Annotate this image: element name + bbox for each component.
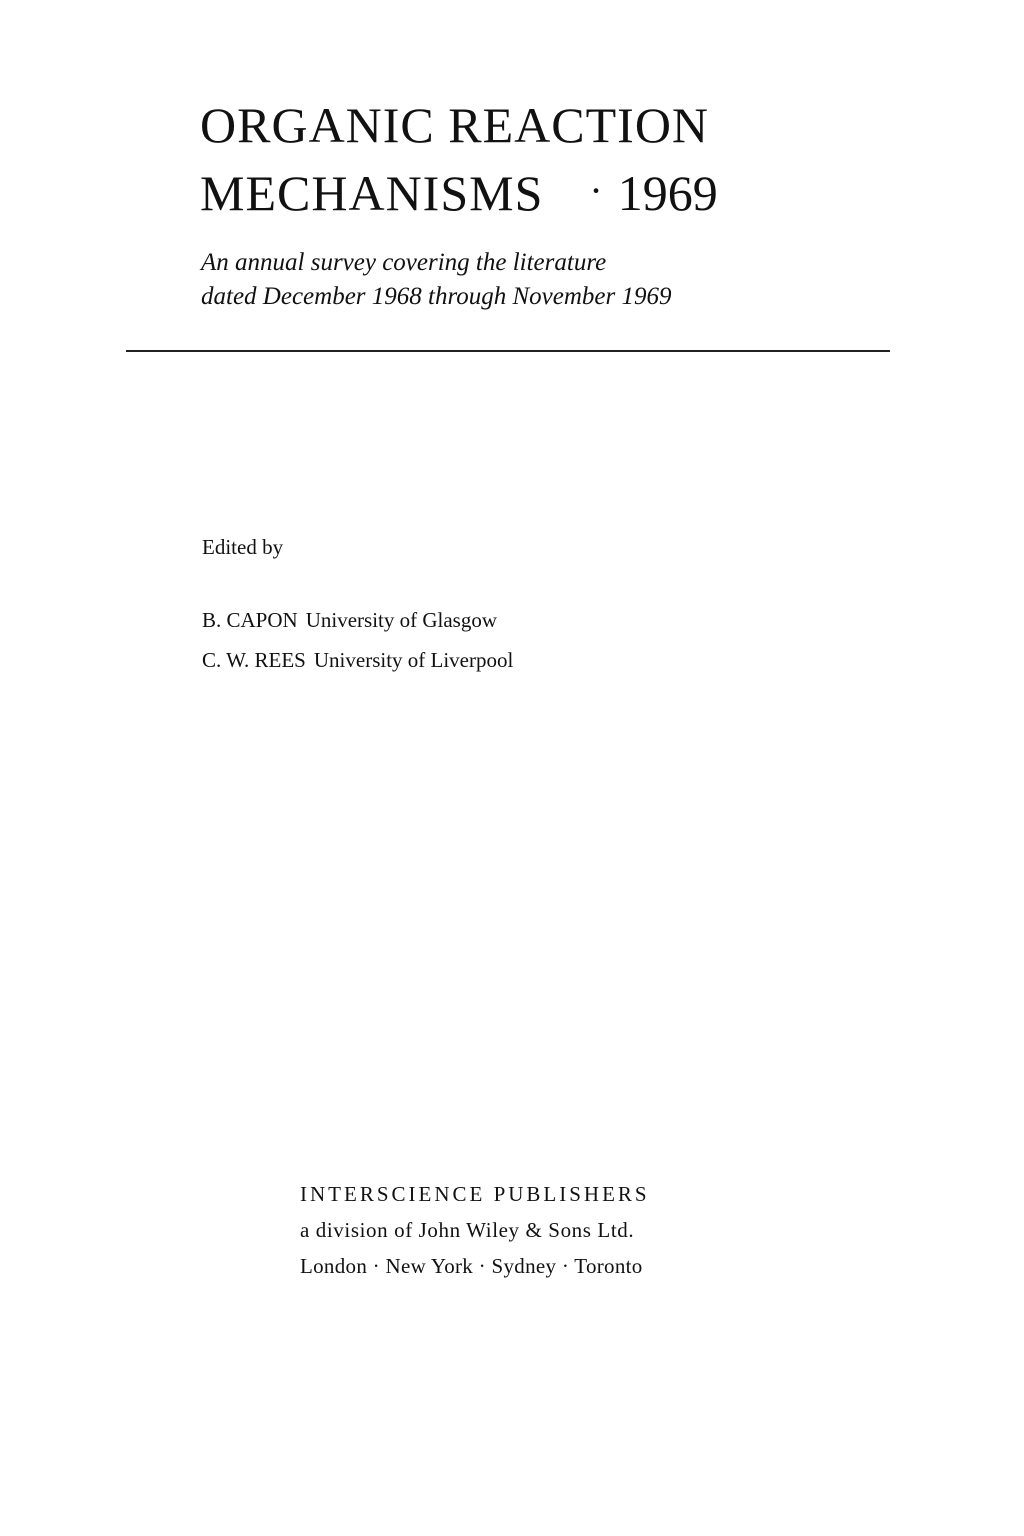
subtitle-line-2: dated December 1968 through November 1969 <box>201 283 672 310</box>
book-subtitle <box>201 246 891 314</box>
editor-entry <box>202 600 513 640</box>
book-title-line-2 <box>200 158 900 226</box>
book-title-main: MECHANISMS <box>200 165 544 221</box>
editor-name: B. CAPON <box>202 608 298 632</box>
book-year: 1969 <box>617 165 718 221</box>
editor-name: C. W. REES <box>202 648 306 672</box>
editor-list <box>202 600 513 680</box>
publisher-block <box>300 1176 760 1284</box>
editor-affiliation: University of Liverpool <box>313 648 514 672</box>
subtitle-line-1: An annual survey covering the literature <box>201 249 607 276</box>
title-separator: · <box>589 168 604 213</box>
editor-affiliation: University of Glasgow <box>305 608 498 632</box>
publisher-division: a division of John Wiley & Sons Ltd. <box>300 1218 635 1242</box>
edited-by-label: Edited by <box>202 535 284 559</box>
editor-entry <box>202 640 513 680</box>
book-title-line-1: ORGANIC REACTION <box>200 97 710 153</box>
publisher-name: INTERSCIENCE PUBLISHERS <box>300 1182 650 1206</box>
horizontal-rule <box>126 350 890 352</box>
book-title <box>200 92 900 226</box>
publisher-cities: London · New York · Sydney · Toronto <box>300 1254 643 1278</box>
